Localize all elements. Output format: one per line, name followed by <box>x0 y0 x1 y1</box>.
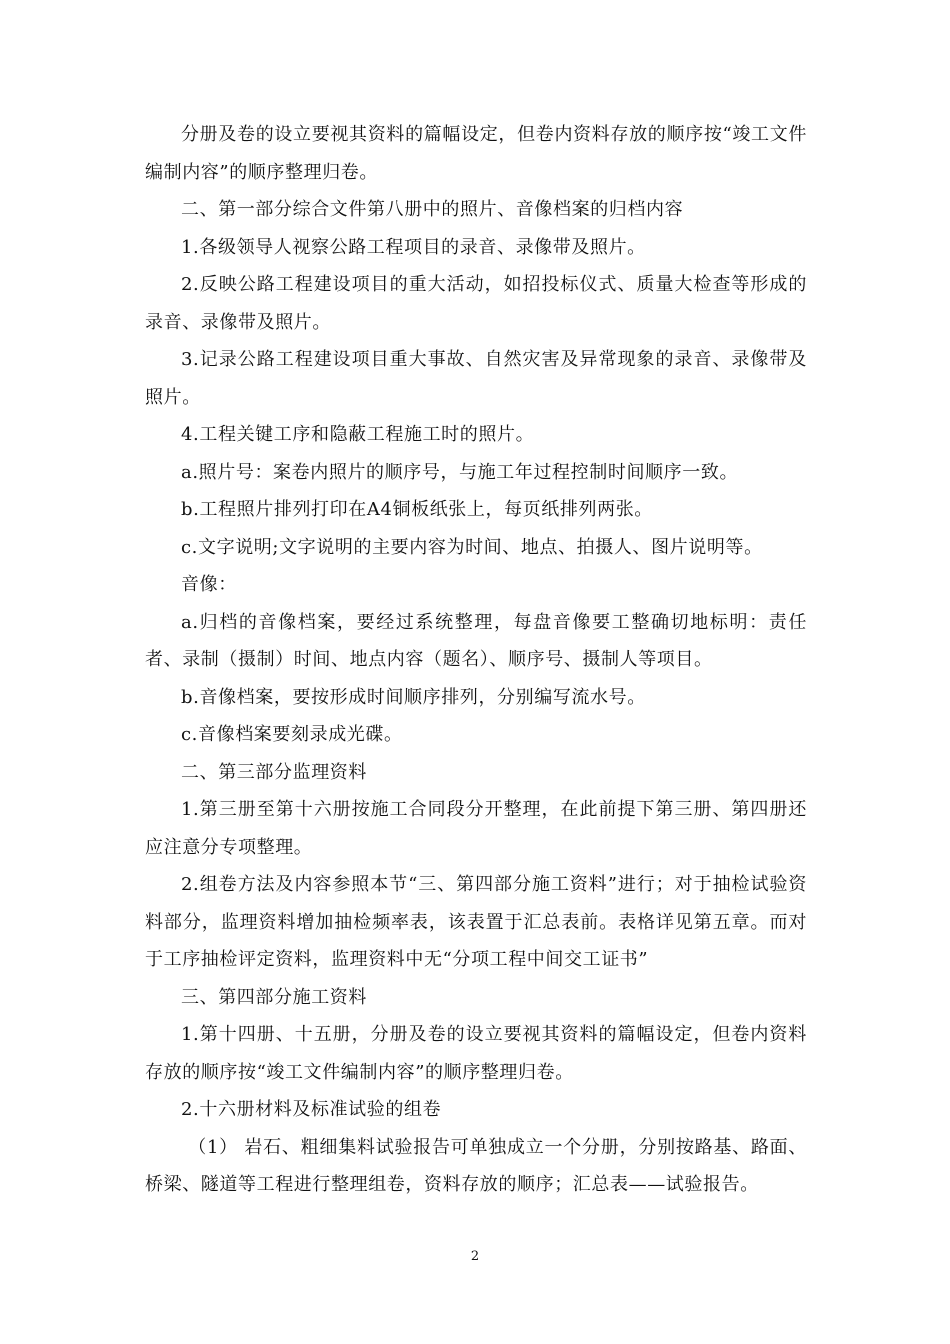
list-item-major-accidents: 3.记录公路工程建设项目重大事故、自然灾害及异常现象的录音、录像带及照片。 <box>145 349 807 408</box>
sub-item-audio-disc: c.音像档案要刻录成光碟。 <box>181 724 403 745</box>
sub-item-photo-number: a.照片号：案卷内照片的顺序号，与施工年过程控制时间顺序一致。 <box>181 461 739 483</box>
list-item-key-processes: 4.工程关键工序和隐蔽工程施工时的照片。 <box>181 424 535 445</box>
sub-item-rock-aggregate: （1） 岩石、粗细集料试验报告可单独成立一个分册，分别按路基、路面、桥梁、隧道等工程进行整理组卷，资料存放的顺序；汇总表——试验报告。 <box>145 1136 807 1195</box>
paragraph-volume-setup: 分册及卷的设立要视其资料的篇幅设定，但卷内资料存放的顺序按“竣工文件编制内容”的顺序整理归卷。 <box>145 124 807 183</box>
heading-part-one-photos-audio: 二、第一部分综合文件第八册中的照片、音像档案的归档内容 <box>181 199 684 220</box>
heading-part-four-construction: 三、第四部分施工资料 <box>181 986 367 1008</box>
sub-item-text-description: c.文字说明;文字说明的主要内容为时间、地点、拍摄人、图片说明等。 <box>181 536 763 558</box>
sub-item-audio-ordering: b.音像档案，要按形成时间顺序排列，分别编写流水号。 <box>181 686 646 708</box>
list-item-leaders-inspection: 1.各级领导人视察公路工程项目的录音、录像带及照片。 <box>181 236 646 258</box>
list-item-volume-sixteen: 2.十六册材料及标准试验的组卷 <box>181 1099 442 1120</box>
subheading-audio-video: 音像： <box>181 574 237 595</box>
heading-part-three-supervision: 二、第三部分监理资料 <box>181 761 367 783</box>
sub-item-audio-archiving: a.归档的音像档案，要经过系统整理，每盘音像要工整确切地标明：责任者、录制（摄制）时间、地点内容（题名）、顺序号、摄制人等项目。 <box>145 611 807 670</box>
list-item-volume-method: 2.组卷方法及内容参照本节“三、第四部分施工资料”进行；对于抽检试验资料部分，监理资料增加抽检频率表，该表置于汇总表前。表格详见第五章。而对于工序抽检评定资料，监理资料中无“分项工程中间交工证书” <box>145 874 807 970</box>
list-item-major-activities: 2.反映公路工程建设项目的重大活动，如招投标仪式、质量大检查等形成的录音、录像带及照片。 <box>145 274 807 333</box>
sub-item-photo-printing: b.工程照片排列打印在A4铜板纸张上，每页纸排列两张。 <box>181 499 653 520</box>
list-item-volumes-fourteen-fifteen: 1.第十四册、十五册，分册及卷的设立要视其资料的篇幅设定，但卷内资料存放的顺序按“竣工文件编制内容”的顺序整理归卷。 <box>145 1024 807 1083</box>
page-number: 2 <box>470 1249 480 1264</box>
document-body <box>145 116 807 1204</box>
list-item-volumes-by-contract: 1.第三册至第十六册按施工合同段分开整理，在此前提下第三册、第四册还应注意分专项整理。 <box>145 799 807 858</box>
